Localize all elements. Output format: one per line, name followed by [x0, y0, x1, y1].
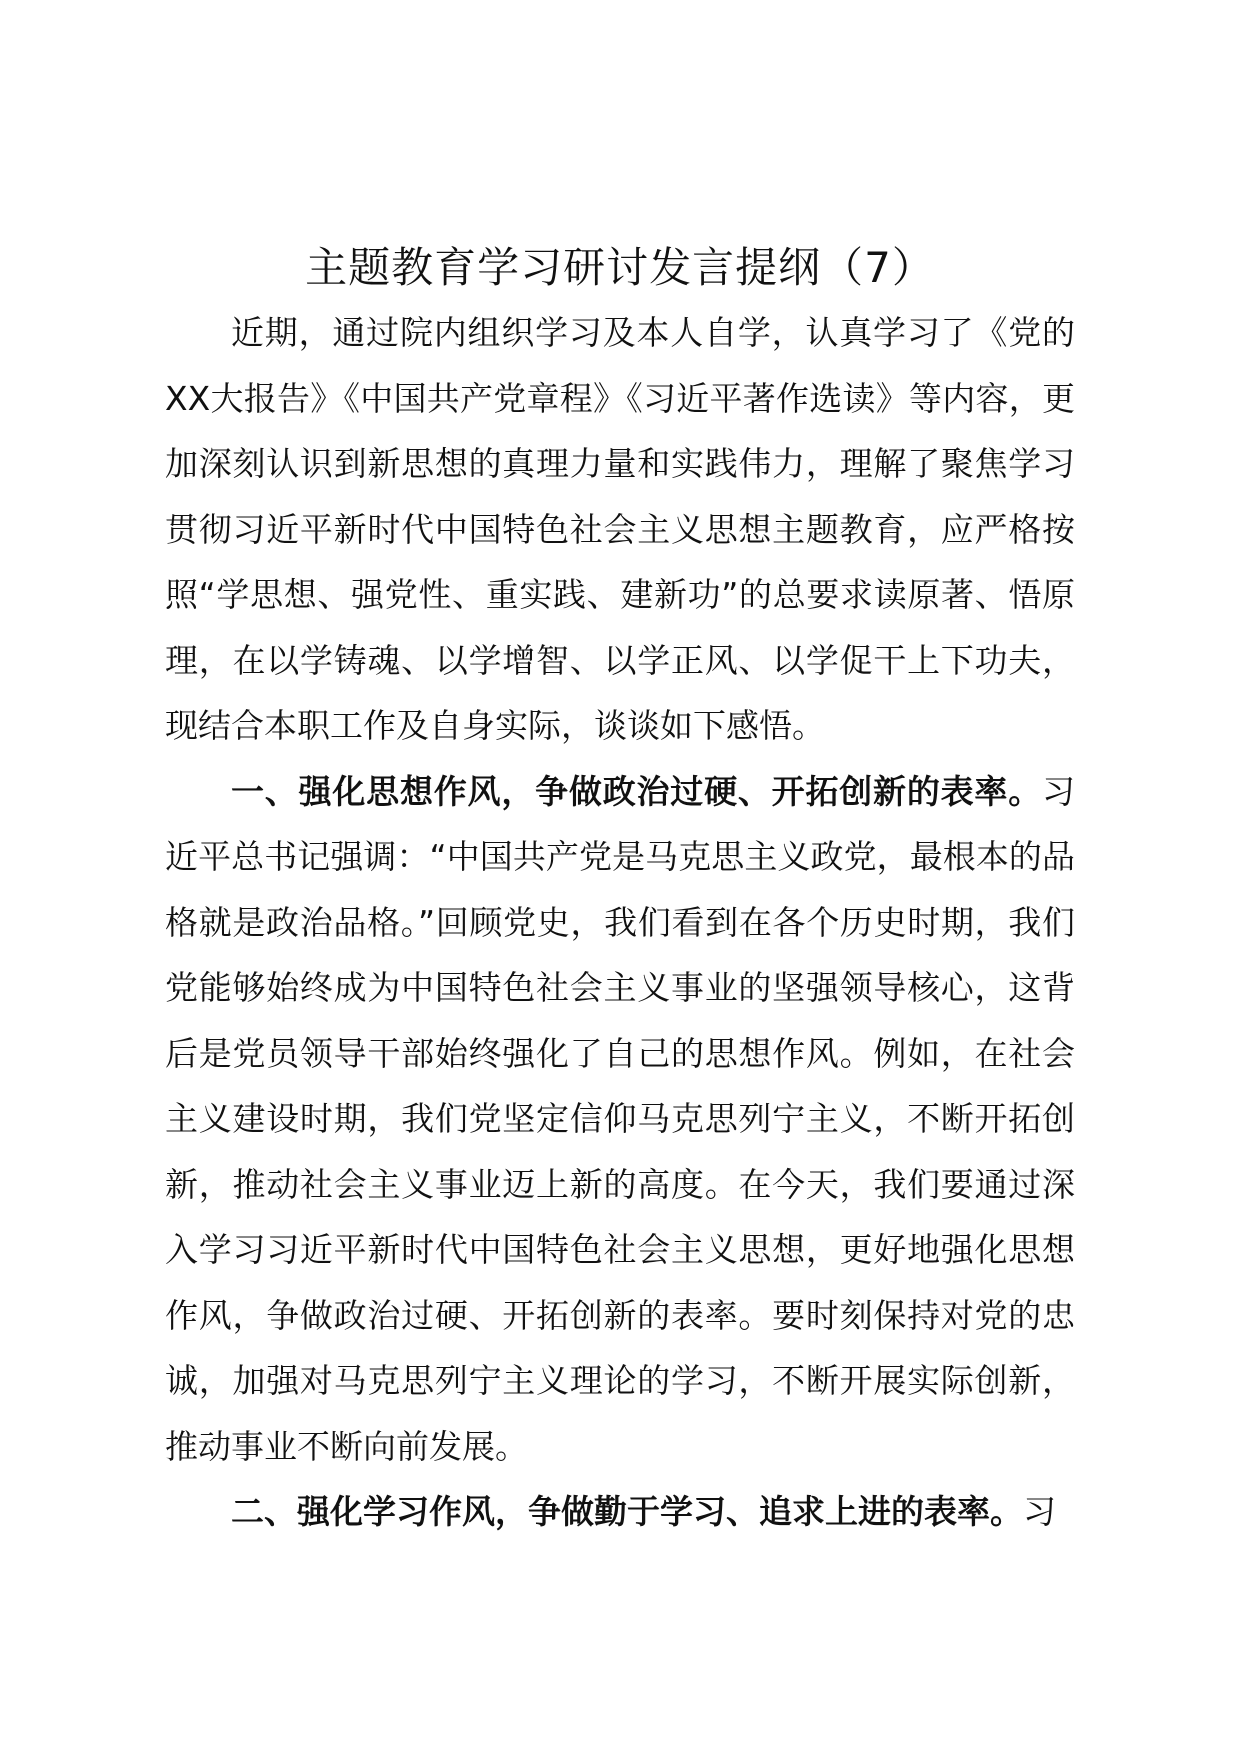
- intro-paragraph: 近期，通过院内组织学习及本人自学，认真学习了《党的XX大报告》《中国共产党章程》《习近平著作选读》等内容，更加深刻认识到新思想的真理力量和实践伟力，理解了聚焦学习贯彻习近平新时代中国特色社会主义思想主题教育，应严格按照“学思想、强党性、重实践、建新功”的总要求读原著、悟原理，在以学铸魂、以学增智、以学正风、以学促干上下功夫，现结合本职工作及自身实际，谈谈如下感悟。: [165, 313, 1075, 745]
- section-1-paragraph: [165, 759, 1075, 1480]
- section-1-body: 习近平总书记强调：“中国共产党是马克思主义政党，最根本的品格就是政治品格。”回顾党史，我们看到在各个历史时期，我们党能够始终成为中国特色社会主义事业的坚强领导核心，这背后是党员领导干部始终强化了自己的思想作风。例如，在社会主义建设时期，我们党坚定信仰马克思列宁主义，不断开拓创新，推动社会主义事业迈上新的高度。在今天，我们要通过深入学习习近平新时代中国特色社会主义思想，更好地强化思想作风，争做政治过硬、开拓创新的表率。要时刻保持对党的忠诚，加强对马克思列宁主义理论的学习，不断开展实际创新，推动事业不断向前发展。: [165, 771, 1075, 1466]
- section-2-heading: 二、强化学习作风，争做勤于学习、追求上进的表率。: [231, 1492, 1023, 1531]
- document-content: [165, 236, 1075, 1545]
- document-title: 主题教育学习研讨发言提纲（7）: [305, 243, 935, 292]
- section-2-paragraph: [165, 1479, 1075, 1545]
- section-2-body: 习: [1023, 1492, 1056, 1531]
- section-1-heading: 一、强化思想作风，争做政治过硬、开拓创新的表率。: [231, 771, 1042, 811]
